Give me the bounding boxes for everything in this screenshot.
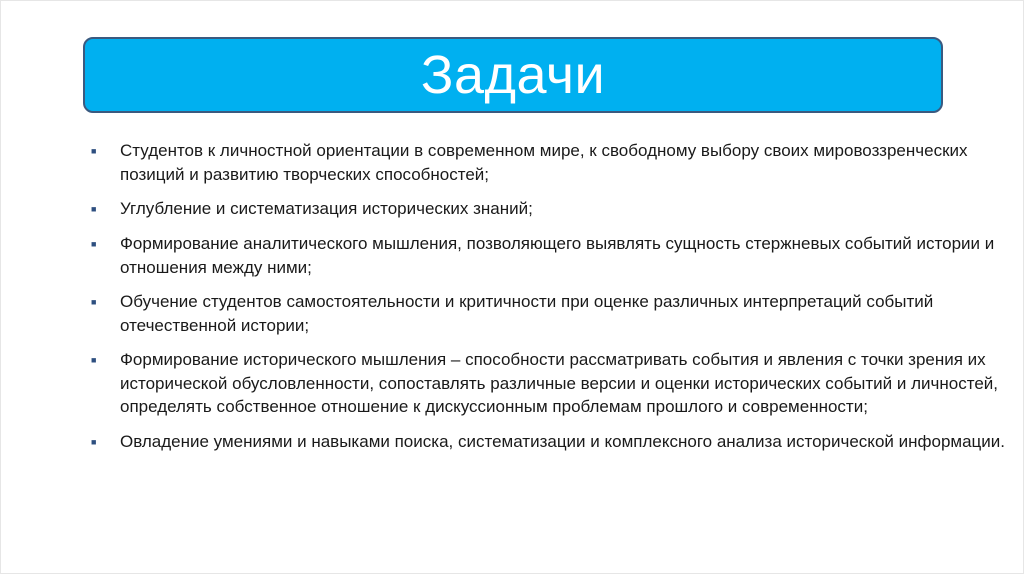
square-bullet-icon: ■ — [91, 436, 97, 447]
list-item-text: Формирование исторического мышления – способности рассматривать события и явления с точки зрения их исторической обусловленности, сопоставлять различные версии и оценки исторических событий и личностей, определять собственное отношение к дискуссионным проблемам прошлого и современности; — [120, 350, 998, 416]
list-item-text: Студентов к личностной ориентации в современном мире, к свободному выбору своих мировоззренческих позиций и развитию творческих способностей; — [120, 141, 968, 184]
list-item-text: Формирование аналитического мышления, позволяющего выявлять сущность стержневых событий истории и отношения между ними; — [120, 234, 995, 277]
list-item — [91, 197, 1011, 221]
square-bullet-icon: ■ — [91, 355, 97, 365]
task-list — [91, 139, 1011, 465]
list-item — [91, 290, 1011, 337]
list-item — [91, 348, 1011, 419]
list-item-text: Обучение студентов самостоятельности и критичности при оценке различных интерпретаций событий отечественной истории; — [120, 292, 934, 335]
list-item — [91, 430, 1011, 454]
square-bullet-icon: ■ — [91, 297, 97, 307]
list-item — [91, 232, 1011, 279]
square-bullet-icon: ■ — [91, 239, 97, 249]
square-bullet-icon: ■ — [91, 146, 97, 156]
list-item-text: Овладение умениями и навыками поиска, систематизации и комплексного анализа исторической информации. — [120, 431, 1005, 451]
list-item — [91, 139, 1011, 186]
list-item-text: Углубление и систематизация исторических знаний; — [120, 199, 533, 218]
title-banner — [83, 37, 943, 113]
square-bullet-icon: ■ — [91, 204, 97, 214]
slide-title: Задачи — [420, 45, 606, 105]
